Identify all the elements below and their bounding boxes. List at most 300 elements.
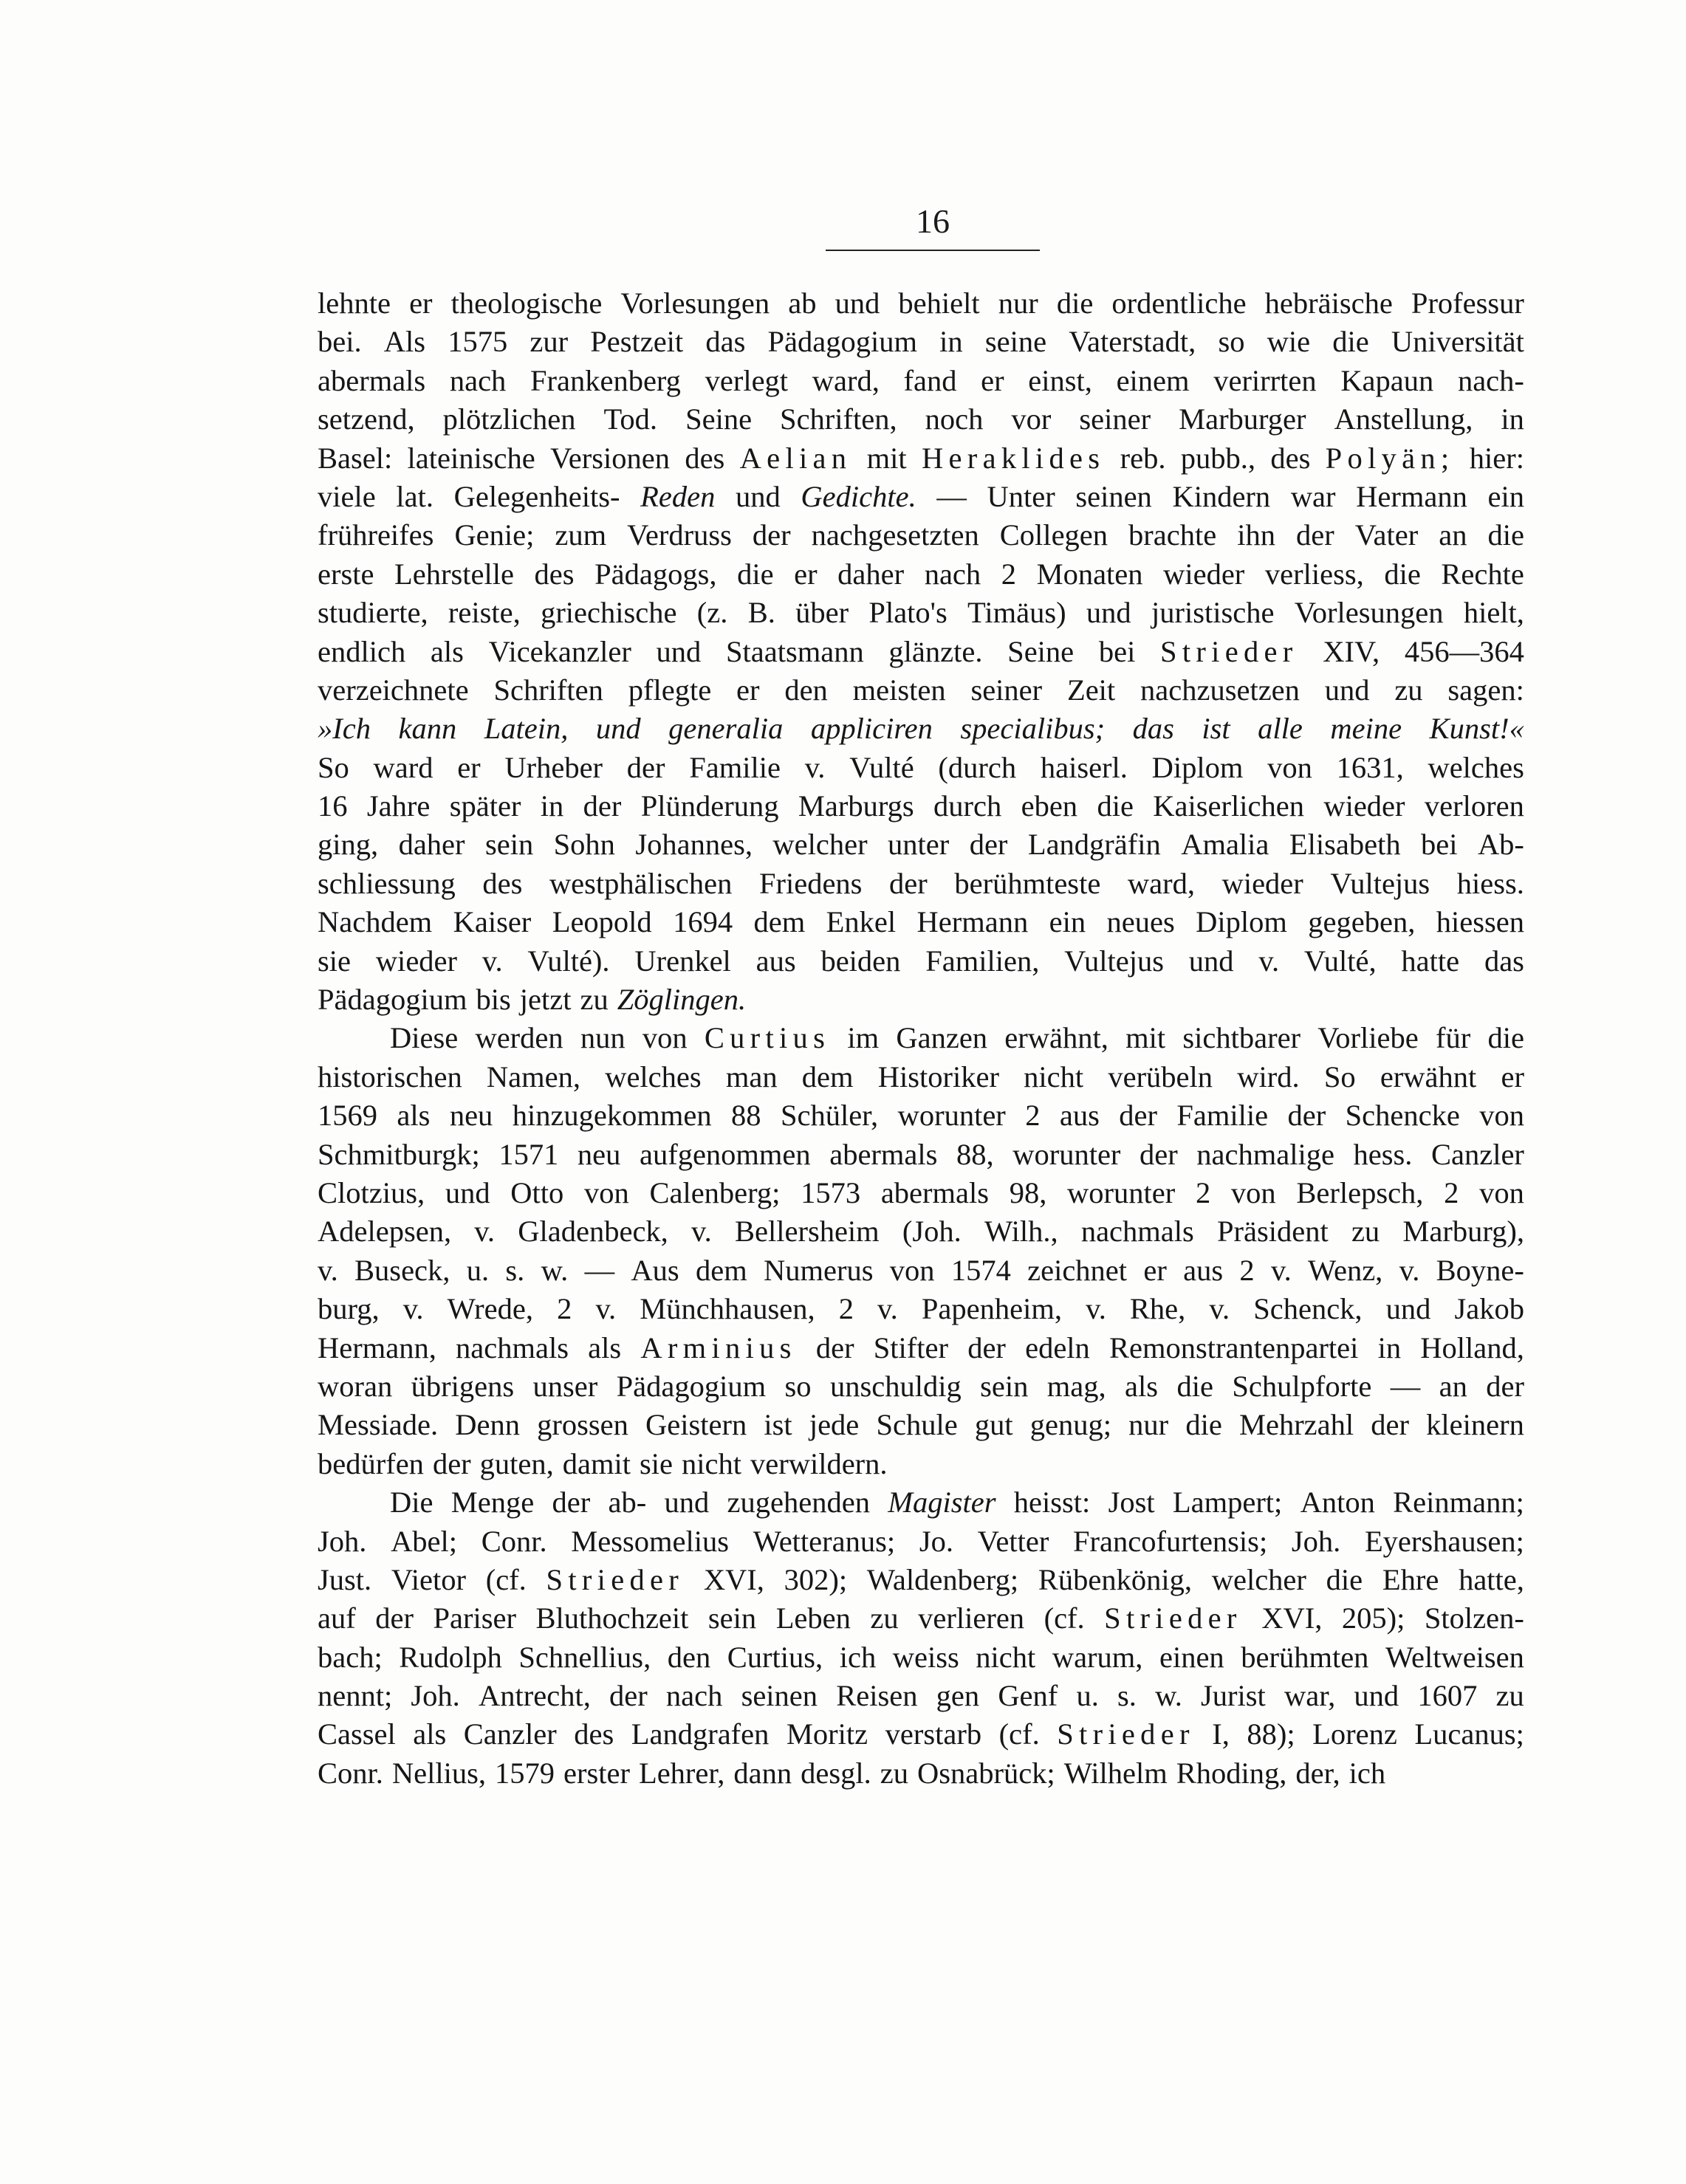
word: gegeben, — [1308, 905, 1416, 939]
word: unschuldig — [829, 1369, 962, 1403]
word: nachzusetzen — [1140, 673, 1300, 707]
word: und — [835, 286, 880, 320]
word: v. — [877, 1292, 898, 1326]
word: v. — [1086, 1292, 1106, 1326]
word: worunter — [1012, 1137, 1121, 1171]
word: und — [1188, 944, 1234, 978]
body-text — [318, 284, 1524, 1793]
word: Jo. — [919, 1524, 953, 1558]
word: der — [815, 1330, 854, 1364]
word: ging, — [318, 828, 379, 862]
word: Rechte — [1441, 557, 1524, 591]
word: mag, — [1046, 1369, 1106, 1403]
word: Strieder — [1057, 1717, 1195, 1751]
text-line — [318, 1638, 1524, 1677]
word: ab- — [608, 1486, 647, 1519]
word: Münchhausen, — [640, 1292, 815, 1326]
word: Magister — [888, 1486, 996, 1519]
word: Zeit — [1066, 673, 1116, 707]
word: 1607 — [1417, 1679, 1478, 1713]
word: Urenkel — [634, 944, 731, 978]
page-number: 16 — [916, 202, 950, 240]
text-line — [318, 1677, 1524, 1715]
word: Adelepsen, — [318, 1215, 452, 1249]
word: v. — [1209, 1292, 1230, 1326]
word: Aus — [631, 1253, 679, 1287]
text-line — [318, 1522, 1524, 1561]
text-line — [318, 1406, 1524, 1444]
word: der — [432, 1446, 471, 1480]
word: nennt; — [318, 1679, 393, 1713]
word: Monaten — [1036, 557, 1143, 591]
word: welches — [605, 1060, 702, 1093]
word: Historiker — [877, 1060, 999, 1093]
text-line — [318, 323, 1524, 361]
word: Bluthochzeit — [535, 1601, 689, 1635]
word: Pariser — [433, 1601, 516, 1635]
word: sein — [980, 1369, 1029, 1403]
word: eben — [1021, 789, 1078, 823]
word: wieder — [1221, 866, 1303, 900]
word: juristische — [1151, 596, 1275, 630]
word: Pädagogs, — [594, 557, 717, 591]
word: vor — [1011, 402, 1052, 436]
word: ist — [764, 1408, 792, 1442]
word: verirrten — [1213, 363, 1317, 397]
word: ein — [1487, 479, 1524, 513]
text-line — [318, 942, 1524, 981]
word: unter — [888, 828, 950, 862]
word: von — [889, 1253, 935, 1287]
text-line — [318, 362, 1524, 400]
word: nachmals — [456, 1330, 569, 1364]
word: Kapaun — [1340, 363, 1434, 397]
word: Reden — [640, 479, 716, 513]
word: nur — [998, 286, 1038, 320]
word: Amalia — [1181, 828, 1269, 862]
word: Wilh., — [984, 1215, 1058, 1249]
word: 2 — [1195, 1175, 1211, 1209]
word: brachte — [1128, 518, 1217, 552]
word: ward — [373, 750, 434, 784]
word: die — [1326, 1562, 1363, 1596]
word: Friedens — [758, 866, 863, 900]
word: später — [449, 789, 521, 823]
word: Lampert; — [1172, 1486, 1283, 1519]
word: er — [1501, 1060, 1524, 1093]
word: wieder — [1163, 557, 1245, 591]
word: Canzler — [1430, 1137, 1524, 1171]
word: unser — [532, 1369, 598, 1403]
word: dem — [753, 905, 806, 939]
word: glänzte. — [888, 634, 983, 668]
word: kleinern — [1426, 1408, 1524, 1442]
word: seine — [984, 325, 1047, 359]
word: ihn — [1237, 518, 1275, 552]
word: Geistern — [645, 1408, 747, 1442]
word: Reinmann; — [1393, 1486, 1524, 1519]
word: Schencke — [1345, 1099, 1460, 1133]
word: guten, — [479, 1446, 554, 1480]
word: v. — [1399, 1253, 1420, 1287]
text-line — [318, 1329, 1524, 1367]
word: nach — [449, 363, 507, 397]
word: berühmteste — [954, 866, 1101, 900]
word: »Ich — [318, 712, 371, 746]
word: v. — [1270, 1253, 1292, 1287]
word: der — [626, 750, 665, 784]
word: mit — [866, 441, 907, 475]
word: Remonstrantenpartei — [1109, 1330, 1359, 1364]
word: lehnte — [318, 286, 391, 320]
word: bei — [1098, 634, 1136, 668]
word: er — [981, 363, 1004, 397]
word: und — [664, 1486, 710, 1519]
word: damit — [562, 1446, 631, 1480]
word: auf — [318, 1601, 356, 1635]
word: Vietor — [391, 1562, 466, 1596]
word: Kunst!« — [1429, 712, 1524, 746]
header-rule — [826, 250, 1040, 251]
word: Vetter — [977, 1524, 1049, 1558]
word: Lorenz — [1312, 1717, 1397, 1751]
word: Vulté). — [527, 944, 610, 978]
word: sichtbarer — [1182, 1021, 1301, 1055]
word: neu — [449, 1099, 493, 1133]
word: und — [1385, 1292, 1431, 1326]
word: als — [413, 1717, 447, 1751]
word: frühreifes — [318, 518, 434, 552]
text-line — [318, 1096, 1524, 1135]
word: von — [1267, 750, 1312, 784]
word: nach- — [1457, 363, 1524, 397]
word: Schriften, — [780, 402, 897, 436]
word: XVI, — [1261, 1601, 1323, 1635]
word: er — [794, 557, 818, 591]
word: burg, — [318, 1292, 380, 1326]
word: Staatsmann — [725, 634, 864, 668]
text-line — [318, 1754, 1524, 1793]
word: zur — [530, 325, 569, 359]
word: s. — [505, 1253, 525, 1287]
text-line — [318, 1019, 1524, 1057]
word: lat. — [396, 479, 434, 513]
word: Menge — [450, 1486, 535, 1519]
word: zu — [1394, 673, 1423, 707]
word: er — [736, 673, 760, 707]
paragraph — [318, 1019, 1524, 1483]
word: desgl. — [801, 1756, 871, 1790]
word: der — [1486, 1369, 1524, 1403]
word: Hermann — [1356, 479, 1467, 513]
word: ich — [1349, 1756, 1386, 1790]
word: 302); — [784, 1562, 848, 1596]
word: sie — [640, 1446, 673, 1480]
word: in — [939, 325, 963, 359]
word: hiessen — [1436, 905, 1524, 939]
word: verloren — [1424, 789, 1524, 823]
text-line — [318, 671, 1524, 710]
word: 2 — [557, 1292, 572, 1326]
word: er — [457, 750, 481, 784]
word: historischen — [318, 1060, 462, 1093]
word: Leben — [775, 1601, 851, 1635]
word: Stolzen- — [1424, 1601, 1524, 1635]
word: werden — [475, 1021, 563, 1055]
word: Vulté — [849, 750, 914, 784]
word: 456—364 — [1404, 634, 1524, 668]
word: Familie — [1176, 1099, 1269, 1133]
word: Jahre — [366, 789, 431, 823]
word: XIV, — [1323, 634, 1380, 668]
word: reb. — [1120, 441, 1166, 475]
word: sein — [484, 828, 534, 862]
word: für — [1435, 1021, 1471, 1055]
word: 88, — [956, 1137, 994, 1171]
word: einem — [1116, 363, 1190, 397]
word: haiserl. — [1040, 750, 1128, 784]
word: lateinische — [407, 441, 535, 475]
word: specialibus; — [960, 712, 1106, 746]
word: 205); — [1341, 1601, 1405, 1635]
word: Leopold — [552, 905, 652, 939]
word: zum — [555, 518, 607, 552]
word: Gladenbeck, — [518, 1215, 668, 1249]
word: Pädagogium — [767, 325, 917, 359]
word: Vorliebe — [1317, 1021, 1419, 1055]
word: der — [552, 1486, 591, 1519]
word: Conr. — [481, 1524, 547, 1558]
word: weiss — [892, 1640, 959, 1674]
text-line — [318, 825, 1524, 864]
word: einst, — [1028, 363, 1092, 397]
word: v. — [691, 1215, 712, 1249]
word: der — [967, 1330, 1006, 1364]
word: 1569 — [318, 1099, 377, 1133]
word: Just. — [318, 1562, 372, 1596]
word: Basel: — [318, 441, 393, 475]
word: reiste, — [448, 596, 521, 630]
word: als — [397, 1099, 431, 1133]
word: daher — [398, 828, 465, 862]
text-line — [318, 400, 1524, 439]
word: Marburger — [1179, 402, 1306, 436]
word: v. — [482, 944, 503, 978]
text-line — [318, 284, 1524, 323]
word: Messomelius — [571, 1524, 730, 1558]
word: griechische — [541, 596, 677, 630]
word: so — [784, 1369, 812, 1403]
word: Landgrafen — [631, 1717, 770, 1751]
text-line — [318, 1561, 1524, 1599]
word: Joh. — [318, 1524, 367, 1558]
word: des — [482, 866, 523, 900]
word: der — [1296, 518, 1334, 552]
word: nach — [924, 557, 981, 591]
word: genug; — [1029, 1408, 1111, 1442]
word: Papenheim, — [921, 1292, 1062, 1326]
word: Polyän; — [1325, 441, 1455, 475]
text-line — [318, 439, 1524, 478]
text-line — [318, 555, 1524, 594]
word: von — [1479, 1099, 1524, 1133]
word: nachmals — [1080, 1215, 1194, 1249]
text-line — [318, 1290, 1524, 1328]
word: an — [1439, 518, 1467, 552]
word: 16 — [318, 789, 348, 823]
word: wird. — [1237, 1060, 1300, 1093]
word: daher — [837, 557, 905, 591]
word: 2 — [1025, 1099, 1041, 1133]
word: (cf. — [1044, 1601, 1085, 1635]
word: Plünderung — [640, 789, 779, 823]
word: Heraklides — [921, 441, 1106, 475]
word: Lehrer, — [638, 1756, 725, 1790]
word: Rudolph — [399, 1640, 502, 1674]
word: grossen — [537, 1408, 628, 1442]
word: der — [969, 828, 1008, 862]
word: Numerus — [764, 1253, 874, 1287]
word: Zöglingen. — [617, 983, 747, 1017]
word: hiess. — [1456, 866, 1524, 900]
word: Seine — [1007, 634, 1075, 668]
word: erste — [318, 557, 374, 591]
word: zeichnet — [1027, 1253, 1128, 1287]
word: Joh. — [411, 1679, 460, 1713]
word: Schüler, — [780, 1099, 879, 1133]
word: Pädagogium — [318, 983, 467, 1017]
paragraph — [318, 284, 1524, 1019]
word: verlegt — [705, 363, 789, 397]
word: Antrecht, — [479, 1679, 591, 1713]
word: v. — [1258, 944, 1280, 978]
word: bei — [1421, 828, 1458, 862]
word: bach; — [318, 1640, 383, 1674]
word: und — [656, 634, 702, 668]
word: welches — [1428, 750, 1524, 784]
word: Strieder — [1160, 634, 1298, 668]
text-line — [318, 710, 1524, 748]
word: welcher — [1211, 1562, 1306, 1596]
word: wie — [1267, 325, 1311, 359]
text-line — [318, 1174, 1524, 1212]
word: aus — [1059, 1099, 1100, 1133]
word: bei. — [318, 325, 362, 359]
text-line — [318, 903, 1524, 941]
word: der — [583, 789, 622, 823]
word: und — [1086, 596, 1131, 630]
word: Enkel — [826, 905, 897, 939]
word: des — [1270, 441, 1311, 475]
word: berühmten — [1241, 1640, 1369, 1674]
word: Vaterstadt, — [1069, 325, 1196, 359]
word: viele — [318, 479, 376, 513]
word: Plato's — [868, 596, 947, 630]
word: aus — [1183, 1253, 1224, 1287]
word: abermals — [829, 1137, 938, 1171]
word: zu — [580, 983, 609, 1017]
word: Ganzen — [896, 1021, 988, 1055]
word: Hermann, — [318, 1330, 436, 1364]
word: pflegte — [628, 673, 712, 707]
word: meine — [1330, 712, 1402, 746]
word: die — [1176, 1369, 1213, 1403]
word: Berlepsch, — [1296, 1175, 1424, 1209]
word: 2 — [1001, 557, 1016, 591]
word: Schnellius, — [518, 1640, 651, 1674]
word: in — [1501, 402, 1524, 436]
word: das — [705, 325, 746, 359]
word: 1631, — [1336, 750, 1404, 784]
word: Diplom — [1151, 750, 1244, 784]
word: Boyne- — [1436, 1253, 1524, 1287]
word: studierte, — [318, 596, 428, 630]
word: die — [1487, 518, 1524, 552]
text-line — [318, 1483, 1524, 1522]
word: (Joh. — [902, 1215, 962, 1249]
word: ward, — [812, 363, 880, 397]
word: des — [574, 1717, 614, 1751]
word: Rübenkönig, — [1038, 1562, 1192, 1596]
word: Urheber — [504, 750, 603, 784]
word: der, — [1295, 1756, 1340, 1790]
word: Strieder — [546, 1562, 685, 1596]
word: 2 — [1444, 1175, 1459, 1209]
word: v. — [474, 1215, 496, 1249]
word: Unter — [987, 479, 1055, 513]
word: 88 — [731, 1099, 761, 1133]
word: Vater — [1354, 518, 1419, 552]
word: nun — [580, 1021, 626, 1055]
word: Cassel — [318, 1717, 396, 1751]
word: so — [1218, 325, 1245, 359]
word: sie — [318, 944, 351, 978]
word: welcher — [772, 828, 868, 862]
word: mit — [1125, 1021, 1166, 1055]
word: seinen — [1075, 479, 1152, 513]
text-line — [318, 633, 1524, 671]
word: den — [667, 1640, 711, 1674]
word: Seine — [685, 402, 753, 436]
word: wieder — [1323, 789, 1405, 823]
word: Osnabrück; — [916, 1756, 1055, 1790]
word: pubb., — [1180, 441, 1256, 475]
word: Nachdem — [318, 905, 433, 939]
text-line — [318, 1058, 1524, 1096]
word: ich — [839, 1640, 877, 1674]
word: des — [534, 557, 575, 591]
text-line — [318, 749, 1524, 787]
word: Tod. — [603, 402, 658, 436]
word: Vultejus — [1064, 944, 1164, 978]
word: — — [936, 479, 967, 513]
word: Jakob — [1454, 1292, 1524, 1326]
text-line — [318, 1445, 1524, 1483]
word: Francofurtensis; — [1073, 1524, 1268, 1558]
word: Vulté, — [1303, 944, 1377, 978]
word: alle — [1258, 712, 1303, 746]
word: neu — [577, 1137, 621, 1171]
word: die — [1185, 1408, 1222, 1442]
word: generalia — [668, 712, 784, 746]
word: abermals — [318, 363, 426, 397]
word: Lucanus; — [1414, 1717, 1524, 1751]
word: Joh. — [1291, 1524, 1341, 1558]
word: v. — [595, 1292, 617, 1326]
word: verübeln — [1108, 1060, 1213, 1093]
word: er — [409, 286, 433, 320]
word: Diese — [390, 1021, 459, 1055]
